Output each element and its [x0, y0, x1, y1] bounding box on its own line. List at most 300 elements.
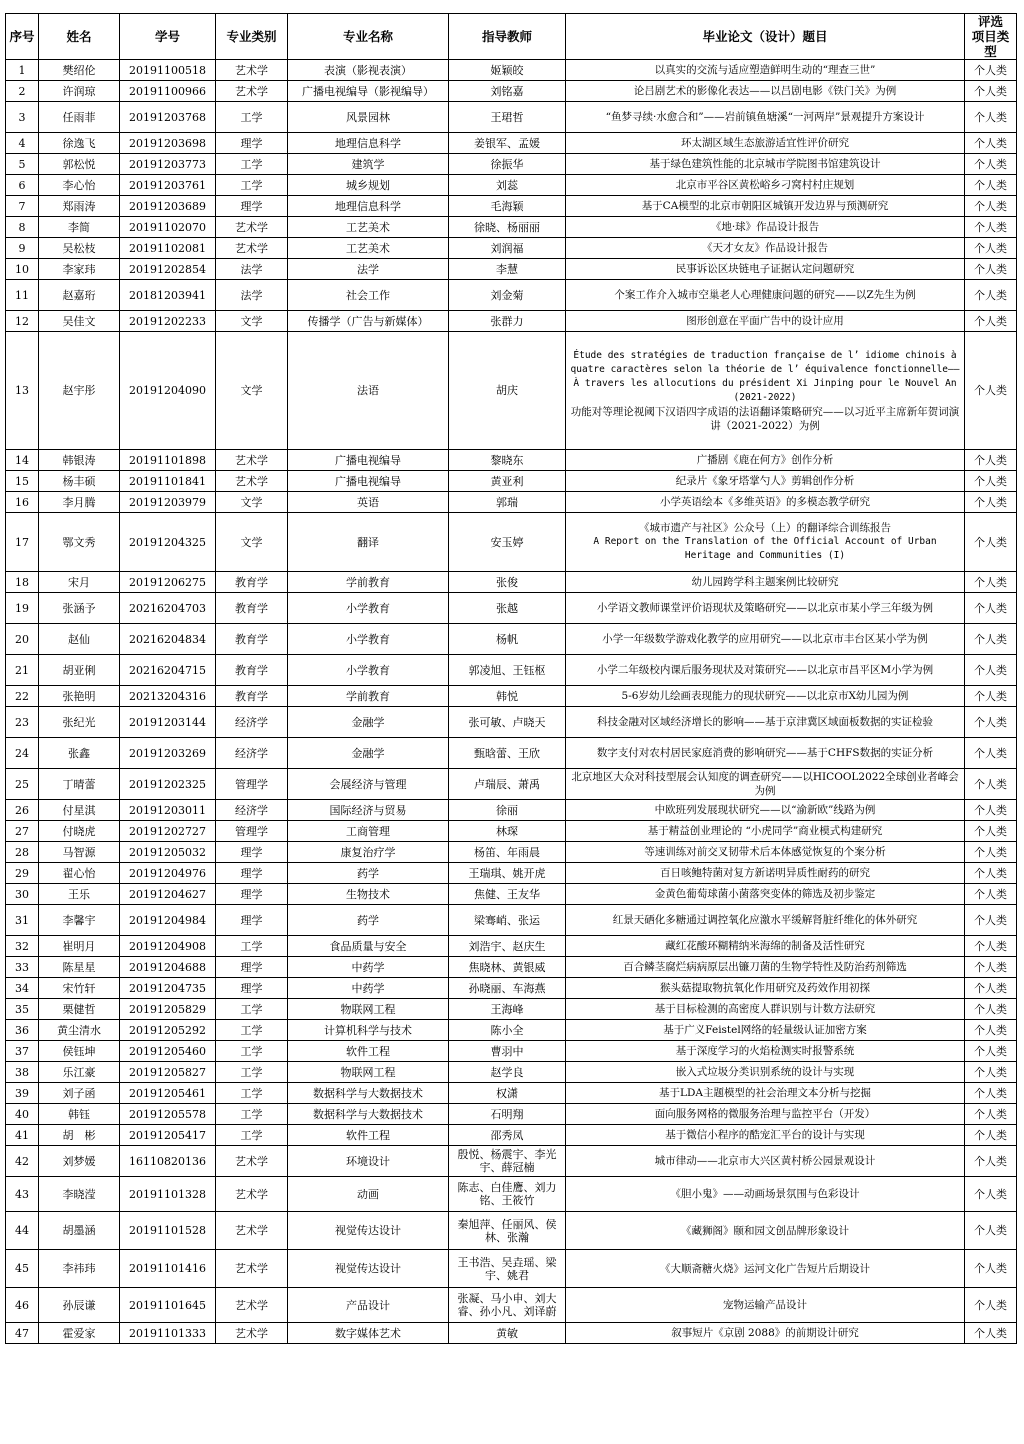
cell-advisor: 徐振华	[449, 154, 566, 175]
table-row	[6, 196, 1017, 217]
cell-advisor: 毛海颖	[449, 196, 566, 217]
cell-student-id: 20191203979	[120, 492, 216, 513]
thesis-title: 纪录片《象牙塔掌勺人》剪辑创作分析	[675, 475, 855, 487]
cell-category: 法学	[216, 280, 288, 311]
cell-name: 赵宇彤	[39, 332, 120, 450]
cell-major: 学前教育	[288, 572, 449, 593]
cell-type: 个人类	[965, 1125, 1017, 1146]
cell-major: 数字媒体艺术	[288, 1323, 449, 1344]
cell-advisor: 韩悦	[449, 686, 566, 707]
cell-name: 宋月	[39, 572, 120, 593]
cell-type: 个人类	[965, 81, 1017, 102]
thesis-title: 叙事短片《京剧 2088》的前期设计研究	[671, 1327, 859, 1339]
cell-title	[566, 280, 965, 311]
cell-no: 21	[6, 655, 39, 686]
cell-category: 艺术学	[216, 1146, 288, 1177]
cell-no: 23	[6, 707, 39, 738]
cell-major: 国际经济与贸易	[288, 800, 449, 821]
cell-no: 43	[6, 1177, 39, 1212]
cell-name: 孙辰谦	[39, 1288, 120, 1323]
thesis-title: 百日咳鲍特菌对复方新诺明异质性耐药的研究	[660, 867, 870, 879]
header-title: 毕业论文（设计）题目	[566, 14, 965, 60]
cell-student-id: 20191100518	[120, 60, 216, 81]
cell-title	[566, 1125, 965, 1146]
cell-category: 工学	[216, 1104, 288, 1125]
thesis-title: 数字支付对农村居民家庭消费的影响研究——基于CHFS数据的实证分析	[596, 747, 934, 759]
cell-advisor: 梁骞峭、张运	[449, 905, 566, 936]
cell-type: 个人类	[965, 332, 1017, 450]
cell-name: 陈星星	[39, 957, 120, 978]
cell-title	[566, 821, 965, 842]
cell-student-id: 20216204703	[120, 593, 216, 624]
cell-student-id: 20191204325	[120, 513, 216, 572]
cell-advisor: 李慧	[449, 259, 566, 280]
cell-category: 理学	[216, 957, 288, 978]
thesis-title-english: A Report on the Translation of the Official Account of Urban Heritage and Communities (I)	[593, 536, 937, 561]
cell-type: 个人类	[965, 280, 1017, 311]
cell-type: 个人类	[965, 800, 1017, 821]
cell-major: 物联网工程	[288, 999, 449, 1020]
cell-type: 个人类	[965, 60, 1017, 81]
thesis-title: 民事诉讼区块链电子证据认定问题研究	[675, 263, 855, 275]
cell-category: 工学	[216, 102, 288, 133]
table-row	[6, 175, 1017, 196]
table-row	[6, 471, 1017, 492]
cell-major: 建筑学	[288, 154, 449, 175]
cell-advisor: 张可敏、卢晓天	[449, 707, 566, 738]
cell-no: 13	[6, 332, 39, 450]
cell-advisor: 王海峰	[449, 999, 566, 1020]
cell-title	[566, 133, 965, 154]
cell-student-id: 20191101416	[120, 1250, 216, 1288]
cell-major: 工艺美术	[288, 217, 449, 238]
cell-category: 文学	[216, 332, 288, 450]
cell-major: 产品设计	[288, 1288, 449, 1323]
cell-student-id: 20191101333	[120, 1323, 216, 1344]
thesis-title: 基于绿色建筑性能的北京城市学院图书馆建筑设计	[649, 158, 881, 170]
cell-category: 工学	[216, 1125, 288, 1146]
cell-type: 个人类	[965, 999, 1017, 1020]
cell-name: 徐逸飞	[39, 133, 120, 154]
cell-advisor: 姜银军、孟媛	[449, 133, 566, 154]
cell-name: 李心怡	[39, 175, 120, 196]
thesis-title-french: Étude des stratégies de traduction française de l’ idiome chinois à quatre caractères selon la théorie de l’ équivalence fonctionnelle——À travers les allocutions du président Xi Jinping pour le Nouvel An (2021-2022)	[570, 349, 960, 403]
cell-name: 侯钰坤	[39, 1041, 120, 1062]
cell-title	[566, 217, 965, 238]
cell-no: 36	[6, 1020, 39, 1041]
cell-title	[566, 1288, 965, 1323]
cell-advisor: 孙晓丽、车海燕	[449, 978, 566, 999]
table-row	[6, 978, 1017, 999]
cell-student-id: 20216204834	[120, 624, 216, 655]
cell-type: 个人类	[965, 1083, 1017, 1104]
cell-student-id: 20191204627	[120, 884, 216, 905]
cell-title	[566, 978, 965, 999]
cell-student-id: 20213204316	[120, 686, 216, 707]
table-row	[6, 884, 1017, 905]
table-row	[6, 1041, 1017, 1062]
table-row	[6, 1125, 1017, 1146]
cell-major: 风景园林	[288, 102, 449, 133]
cell-student-id: 20191205460	[120, 1041, 216, 1062]
cell-name: 李祎玮	[39, 1250, 120, 1288]
cell-type: 个人类	[965, 686, 1017, 707]
cell-name: 霍爱家	[39, 1323, 120, 1344]
table-row	[6, 738, 1017, 769]
cell-no: 40	[6, 1104, 39, 1125]
cell-advisor: 王瑞琪、姚开虎	[449, 863, 566, 884]
cell-major: 法学	[288, 259, 449, 280]
cell-name: 黄尘清水	[39, 1020, 120, 1041]
cell-category: 艺术学	[216, 1212, 288, 1250]
cell-no: 7	[6, 196, 39, 217]
cell-no: 33	[6, 957, 39, 978]
cell-name: 郭松悦	[39, 154, 120, 175]
cell-type: 个人类	[965, 769, 1017, 800]
thesis-title: 环太湖区域生态旅游适宜性评价研究	[681, 137, 849, 149]
cell-student-id: 20191204976	[120, 863, 216, 884]
cell-type: 个人类	[965, 513, 1017, 572]
thesis-title: 藏红花酸环糊精纳米海绵的制备及活性研究	[665, 940, 865, 952]
cell-advisor: 焦健、王友华	[449, 884, 566, 905]
cell-type: 个人类	[965, 1323, 1017, 1344]
header-student-id: 学号	[120, 14, 216, 60]
cell-student-id: 20191203269	[120, 738, 216, 769]
cell-title	[566, 492, 965, 513]
cell-name: 鄂文秀	[39, 513, 120, 572]
thesis-title: 红景天硒化多糖通过调控氧化应激水平缓解肾脏纤维化的体外研究	[612, 914, 918, 926]
cell-advisor: 杨笛、年雨晨	[449, 842, 566, 863]
cell-major: 英语	[288, 492, 449, 513]
cell-no: 26	[6, 800, 39, 821]
cell-name: 胡墨涵	[39, 1212, 120, 1250]
cell-category: 文学	[216, 513, 288, 572]
cell-title	[566, 1323, 965, 1344]
cell-major: 地理信息科学	[288, 196, 449, 217]
thesis-title: 基于精益创业理论的 “小虎同学”商业模式构建研究	[647, 825, 883, 837]
cell-type: 个人类	[965, 624, 1017, 655]
cell-name: 丁晴蕾	[39, 769, 120, 800]
cell-major: 软件工程	[288, 1041, 449, 1062]
cell-title	[566, 769, 965, 800]
cell-advisor: 刘蕊	[449, 175, 566, 196]
cell-major: 会展经济与管理	[288, 769, 449, 800]
cell-type: 个人类	[965, 821, 1017, 842]
cell-title	[566, 1104, 965, 1125]
thesis-title: 图形创意在平面广告中的设计应用	[686, 315, 844, 327]
cell-advisor: 张越	[449, 593, 566, 624]
cell-major: 药学	[288, 905, 449, 936]
thesis-title: 论吕剧艺术的影像化表达——以吕剧电影《铁门关》为例	[633, 85, 897, 97]
cell-student-id: 20191204735	[120, 978, 216, 999]
cell-type: 个人类	[965, 863, 1017, 884]
cell-no: 39	[6, 1083, 39, 1104]
table-row	[6, 1212, 1017, 1250]
cell-no: 25	[6, 769, 39, 800]
cell-title	[566, 1020, 965, 1041]
cell-title	[566, 686, 965, 707]
cell-advisor: 刘浩宇、赵庆生	[449, 936, 566, 957]
award-list-sheet	[5, 13, 1017, 1344]
cell-name: 韩钰	[39, 1104, 120, 1125]
cell-category: 文学	[216, 492, 288, 513]
cell-title	[566, 1250, 965, 1288]
thesis-title: 《地·球》作品设计报告	[710, 221, 820, 233]
cell-student-id: 20191203144	[120, 707, 216, 738]
cell-advisor: 王书浩、吴垚瑶、梁宇、姚君	[449, 1250, 566, 1288]
cell-name: 王乐	[39, 884, 120, 905]
cell-student-id: 20191101841	[120, 471, 216, 492]
cell-name: 韩银涛	[39, 450, 120, 471]
cell-student-id: 20191204090	[120, 332, 216, 450]
table-row	[6, 1020, 1017, 1041]
cell-major: 药学	[288, 863, 449, 884]
thesis-title: 百合鳞茎腐烂病病原层出镰刀菌的生物学特性及防治药剂筛选	[623, 961, 907, 973]
cell-category: 教育学	[216, 572, 288, 593]
cell-advisor: 林琛	[449, 821, 566, 842]
cell-title	[566, 259, 965, 280]
cell-no: 2	[6, 81, 39, 102]
table-row	[6, 217, 1017, 238]
table-row	[6, 102, 1017, 133]
cell-advisor: 甄晗蕾、王欣	[449, 738, 566, 769]
cell-student-id: 20191101898	[120, 450, 216, 471]
cell-name: 赵仙	[39, 624, 120, 655]
header-type-line2: 项目类型	[971, 29, 1010, 59]
cell-name: 许润琼	[39, 81, 120, 102]
cell-student-id: 20191206275	[120, 572, 216, 593]
table-row	[6, 60, 1017, 81]
cell-student-id: 20191203011	[120, 800, 216, 821]
cell-name: 乐江豪	[39, 1062, 120, 1083]
cell-name: 任雨菲	[39, 102, 120, 133]
cell-student-id: 20191205578	[120, 1104, 216, 1125]
header-row	[6, 14, 1017, 60]
cell-category: 法学	[216, 259, 288, 280]
table-row	[6, 707, 1017, 738]
cell-category: 艺术学	[216, 1250, 288, 1288]
cell-no: 35	[6, 999, 39, 1020]
cell-major: 物联网工程	[288, 1062, 449, 1083]
cell-advisor: 曹羽中	[449, 1041, 566, 1062]
cell-major: 数据科学与大数据技术	[288, 1104, 449, 1125]
cell-category: 艺术学	[216, 1177, 288, 1212]
cell-category: 经济学	[216, 738, 288, 769]
cell-no: 19	[6, 593, 39, 624]
cell-advisor: 秦旭萍、任丽风、侯林、张瀚	[449, 1212, 566, 1250]
table-row	[6, 332, 1017, 450]
cell-no: 14	[6, 450, 39, 471]
cell-name: 李简	[39, 217, 120, 238]
thesis-title: 基于CA模型的北京市朝阳区城镇开发边界与预测研究	[641, 200, 889, 212]
cell-advisor: 陈小全	[449, 1020, 566, 1041]
table-row	[6, 999, 1017, 1020]
cell-student-id: 20191205417	[120, 1125, 216, 1146]
cell-title	[566, 957, 965, 978]
thesis-title: 小学一年级数学游戏化教学的应用研究——以北京市丰台区某小学为例	[602, 633, 928, 645]
cell-major: 社会工作	[288, 280, 449, 311]
cell-major: 城乡规划	[288, 175, 449, 196]
table-row	[6, 957, 1017, 978]
cell-no: 46	[6, 1288, 39, 1323]
table-row	[6, 492, 1017, 513]
table-row	[6, 624, 1017, 655]
thesis-title: 小学二年级校内课后服务现状及对策研究——以北京市昌平区M小学为例	[596, 664, 934, 676]
cell-name: 崔明月	[39, 936, 120, 957]
cell-category: 管理学	[216, 821, 288, 842]
cell-category: 教育学	[216, 686, 288, 707]
cell-no: 47	[6, 1323, 39, 1344]
cell-type: 个人类	[965, 957, 1017, 978]
cell-advisor: 黄敏	[449, 1323, 566, 1344]
cell-no: 9	[6, 238, 39, 259]
thesis-title: 《天才女友》作品设计报告	[702, 242, 828, 254]
cell-title	[566, 905, 965, 936]
cell-advisor: 陈志、白佳鹰、刘力铭、王筱竹	[449, 1177, 566, 1212]
cell-major: 视觉传达设计	[288, 1250, 449, 1288]
cell-no: 10	[6, 259, 39, 280]
cell-student-id: 20191102081	[120, 238, 216, 259]
table-row	[6, 1083, 1017, 1104]
cell-no: 4	[6, 133, 39, 154]
cell-no: 30	[6, 884, 39, 905]
cell-student-id: 20191100966	[120, 81, 216, 102]
cell-advisor: 杨帆	[449, 624, 566, 655]
cell-no: 32	[6, 936, 39, 957]
cell-student-id: 20191203773	[120, 154, 216, 175]
cell-major: 金融学	[288, 738, 449, 769]
cell-advisor: 邵秀凤	[449, 1125, 566, 1146]
cell-major: 小学教育	[288, 624, 449, 655]
thesis-title: 《藏狮阁》颐和园文创品牌形象设计	[681, 1224, 849, 1237]
cell-student-id: 20191202325	[120, 769, 216, 800]
cell-category: 理学	[216, 905, 288, 936]
cell-category: 艺术学	[216, 81, 288, 102]
cell-student-id: 20191203689	[120, 196, 216, 217]
thesis-title: 基于LDA主题模型的社会治理文本分析与挖掘	[659, 1087, 871, 1099]
cell-major: 广播电视编导	[288, 471, 449, 492]
cell-advisor: 徐丽	[449, 800, 566, 821]
cell-no: 31	[6, 905, 39, 936]
cell-advisor: 权潇	[449, 1083, 566, 1104]
table-row	[6, 450, 1017, 471]
cell-title	[566, 842, 965, 863]
cell-type: 个人类	[965, 492, 1017, 513]
cell-title	[566, 999, 965, 1020]
cell-student-id: 20181203941	[120, 280, 216, 311]
cell-major: 康复治疗学	[288, 842, 449, 863]
cell-category: 理学	[216, 842, 288, 863]
cell-student-id: 20191203768	[120, 102, 216, 133]
cell-category: 文学	[216, 311, 288, 332]
thesis-title: 基于微信小程序的酷宠汇平台的设计与实现	[665, 1129, 865, 1141]
table-row	[6, 863, 1017, 884]
cell-no: 20	[6, 624, 39, 655]
cell-no: 44	[6, 1212, 39, 1250]
cell-category: 艺术学	[216, 217, 288, 238]
cell-category: 工学	[216, 999, 288, 1020]
cell-title	[566, 238, 965, 259]
cell-major: 计算机科学与技术	[288, 1020, 449, 1041]
cell-advisor: 殷悦、杨震宇、李光宇、薛冠楠	[449, 1146, 566, 1177]
cell-major: 生物技术	[288, 884, 449, 905]
cell-category: 理学	[216, 978, 288, 999]
cell-major: 传播学（广告与新媒体）	[288, 311, 449, 332]
cell-title	[566, 196, 965, 217]
header-advisor: 指导教师	[449, 14, 566, 60]
header-name: 姓名	[39, 14, 120, 60]
cell-type: 个人类	[965, 707, 1017, 738]
cell-student-id: 16110820136	[120, 1146, 216, 1177]
cell-type: 个人类	[965, 842, 1017, 863]
cell-major: 中药学	[288, 957, 449, 978]
cell-advisor: 张群力	[449, 311, 566, 332]
cell-student-id: 20191101645	[120, 1288, 216, 1323]
cell-student-id: 20191205461	[120, 1083, 216, 1104]
table-row	[6, 1062, 1017, 1083]
cell-student-id: 20191205032	[120, 842, 216, 863]
thesis-title: 小学英语绘本《多维英语》的多模态教学研究	[660, 496, 870, 508]
cell-category: 艺术学	[216, 1288, 288, 1323]
cell-title	[566, 1177, 965, 1212]
thesis-title: 基于目标检测的高密度人群识别与计数方法研究	[654, 1003, 876, 1015]
cell-type: 个人类	[965, 196, 1017, 217]
cell-title	[566, 1146, 965, 1177]
table-row	[6, 686, 1017, 707]
thesis-title: 嵌入式垃圾分类识别系统的设计与实现	[675, 1066, 855, 1078]
cell-type: 个人类	[965, 102, 1017, 133]
cell-type: 个人类	[965, 311, 1017, 332]
cell-category: 工学	[216, 936, 288, 957]
cell-no: 8	[6, 217, 39, 238]
thesis-title: 幼儿园跨学科主题案例比较研究	[691, 576, 839, 588]
cell-category: 工学	[216, 1083, 288, 1104]
cell-student-id: 20191101328	[120, 1177, 216, 1212]
table-row	[6, 821, 1017, 842]
cell-title	[566, 471, 965, 492]
cell-advisor: 王珺哲	[449, 102, 566, 133]
table-row	[6, 259, 1017, 280]
cell-advisor: 郭凌旭、王钰枢	[449, 655, 566, 686]
table-row	[6, 311, 1017, 332]
cell-type: 个人类	[965, 450, 1017, 471]
cell-student-id: 20191202854	[120, 259, 216, 280]
cell-category: 艺术学	[216, 471, 288, 492]
cell-type: 个人类	[965, 175, 1017, 196]
cell-category: 艺术学	[216, 60, 288, 81]
cell-no: 41	[6, 1125, 39, 1146]
cell-student-id: 20191202727	[120, 821, 216, 842]
cell-title	[566, 800, 965, 821]
cell-no: 34	[6, 978, 39, 999]
cell-advisor: 张俊	[449, 572, 566, 593]
thesis-title: 城市律动——北京市大兴区黄村桥公园景观设计	[654, 1155, 876, 1167]
cell-name: 付晓虎	[39, 821, 120, 842]
cell-name: 胡 彬	[39, 1125, 120, 1146]
cell-type: 个人类	[965, 217, 1017, 238]
cell-category: 工学	[216, 1020, 288, 1041]
table-row	[6, 842, 1017, 863]
cell-type: 个人类	[965, 1104, 1017, 1125]
thesis-title: 中欧班列发展现状研究——以“渝新欧”线路为例	[654, 804, 876, 816]
table-row	[6, 280, 1017, 311]
cell-type: 个人类	[965, 154, 1017, 175]
cell-no: 12	[6, 311, 39, 332]
cell-title	[566, 707, 965, 738]
cell-category: 理学	[216, 133, 288, 154]
cell-category: 理学	[216, 884, 288, 905]
cell-name: 张艳明	[39, 686, 120, 707]
